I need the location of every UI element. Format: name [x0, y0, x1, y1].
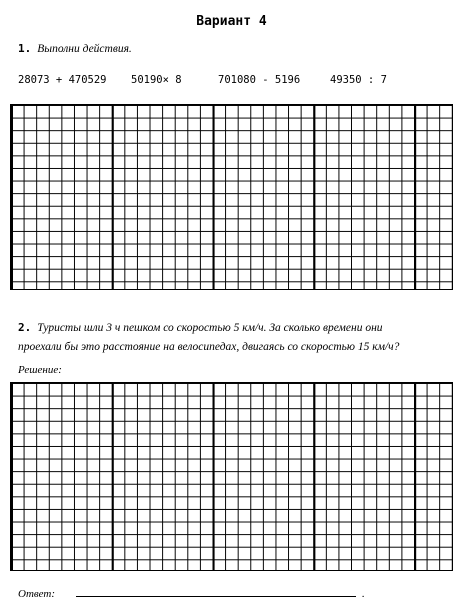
task-1-work-grid [10, 104, 453, 290]
answer-end-mark: . [362, 588, 365, 600]
task-2-continuation [18, 341, 399, 353]
task-1-heading [18, 42, 132, 55]
task-2-text-line-1: Туристы шли 3 ч пешком со скоростью 5 км/ч. За сколько времени они [37, 322, 383, 334]
expression-2: 50190× 8 [131, 74, 182, 86]
task-2-text-line-2: проехали бы это расстояние на велосипедах, двигаясь со скоростью 15 км/ч? [18, 341, 400, 353]
expression-4: 49350 : 7 [330, 74, 387, 86]
solution-label: Решение: [18, 364, 62, 376]
answer-label: Ответ: [18, 588, 56, 600]
task-2-heading [18, 321, 383, 334]
task-2-number: 2. [18, 321, 32, 334]
task-1-number: 1. [18, 42, 32, 55]
answer-line [76, 596, 356, 597]
page-title: Вариант 4 [196, 14, 267, 29]
expression-3: 701080 - 5196 [218, 74, 301, 86]
task-2-solution-grid [10, 382, 453, 571]
expression-1: 28073 + 470529 [18, 74, 107, 86]
task-1-expressions [18, 74, 418, 88]
task-1-text: Выполни действия. [37, 43, 132, 55]
